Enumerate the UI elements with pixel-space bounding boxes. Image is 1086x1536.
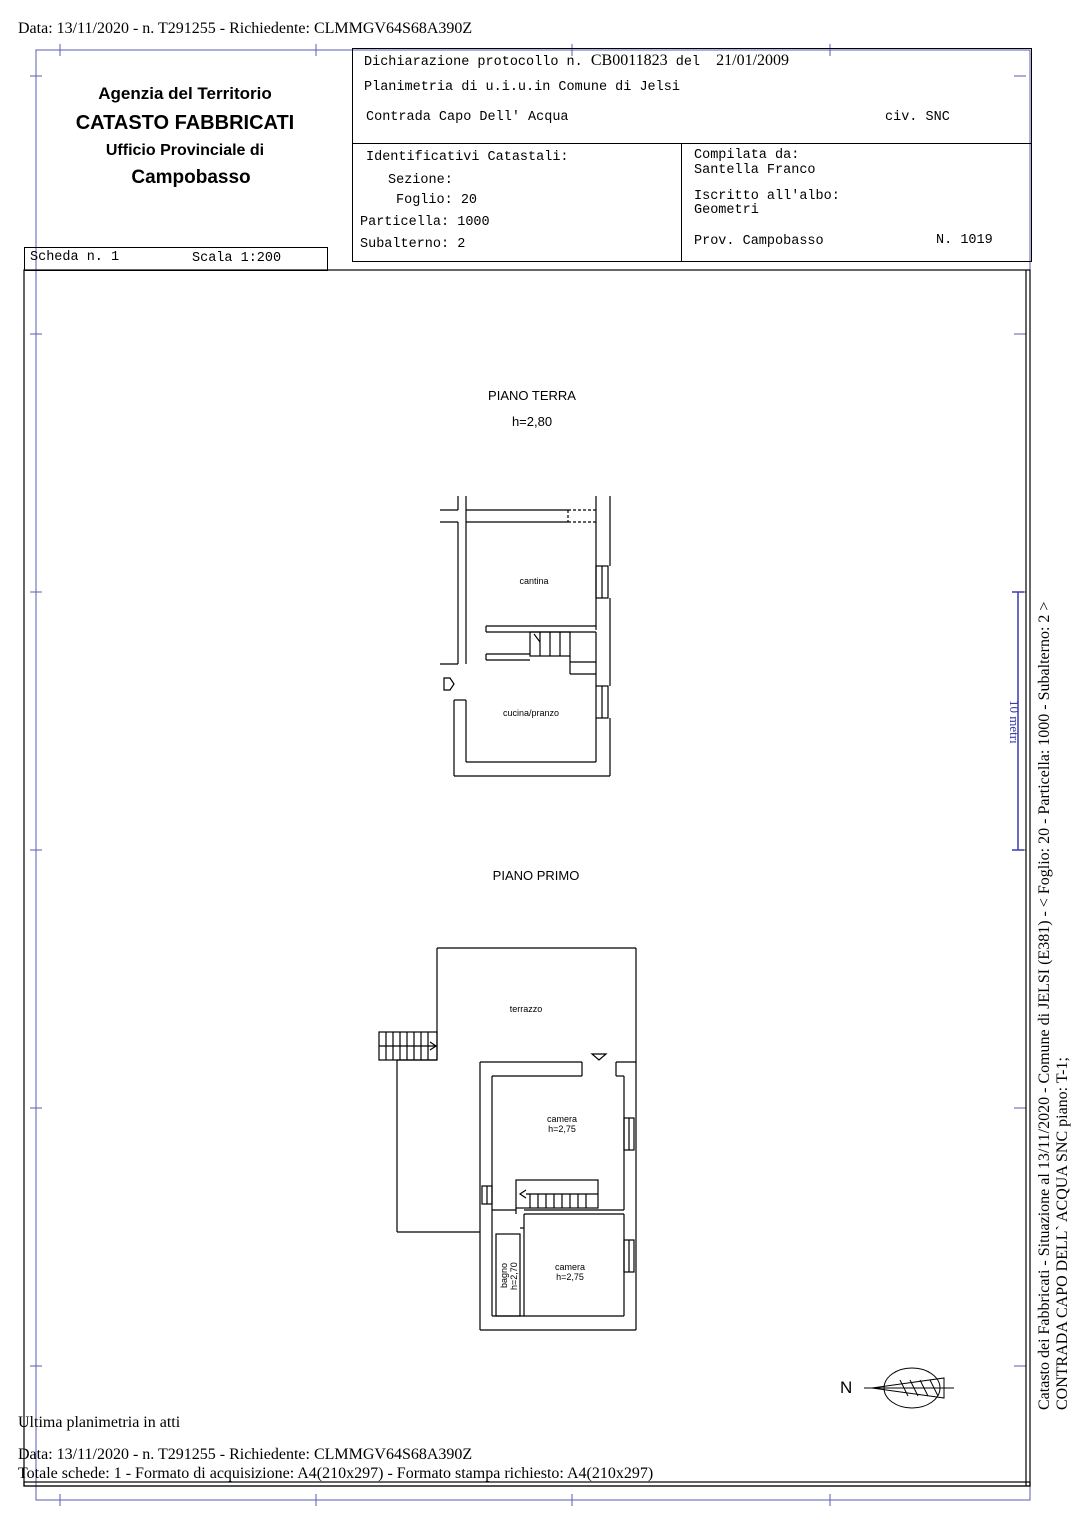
north-arrow-graphic [864,1368,954,1408]
room-camera-2-height: h=2,75 [556,1272,584,1282]
ground-floor-plan [440,496,610,776]
room-camera-1: camera [546,1114,577,1124]
address: Contrada Capo Dell' Acqua [366,110,569,125]
scheda-label: Scheda n. 1 [30,250,120,265]
subalterno-value: 2 [457,237,466,252]
sezione-label: Sezione: [388,173,453,188]
civic-number: civ. SNC [885,110,950,125]
footer-last-plan: Ultima planimetria in atti [18,1414,181,1431]
footer-format-line: Totale schede: 1 - Formato di acquisizione: A4(210x297) - Formato stampa richiesto: A4(210x297) [18,1465,654,1482]
foglio-row [396,193,477,208]
scala-label: Scala 1:200 [192,251,282,266]
room-camera-2: camera [554,1262,585,1272]
plan-line: Planimetria di u.i.u.in Comune di Jelsi [364,80,680,95]
protocol-number: CB0011823 [590,52,668,69]
prov-value: Prov. Campobasso [694,234,824,249]
first-floor-title: PIANO PRIMO [492,868,580,883]
n-label: N. [936,233,953,248]
agency-catasto: CATASTO FABBRICATI [75,112,295,134]
room-bagno: bagno [499,1262,509,1288]
agency-province: Campobasso [131,167,251,188]
room-cucina: cucina/pranzo [502,708,560,718]
room-bagno-height: h=2,70 [509,1262,519,1290]
iscritto-label: Iscritto all'albo: [694,189,840,204]
albo-value: Geometri [694,203,759,218]
foglio-value: 20 [460,193,478,208]
agency-name: Agenzia del Territorio [98,84,272,103]
protocol-label: Dichiarazione protocollo n. [364,55,583,70]
identifiers-title: Identificativi Catastali: [366,150,569,165]
compiler-name: Santella Franco [694,163,816,178]
side-cadastral-line: Catasto dei Fabbricati - Situazione al 13/11/2020 - Comune di JELSI (E381) - < Foglio: 20 - Particella: 1000 - Subalterno: 2 > [1036,601,1053,1410]
particella-row [360,215,490,230]
north-label: N [840,1378,853,1397]
n-value: 1019 [960,233,993,248]
protocol-date: 21/01/2009 [716,52,790,69]
agency-office: Ufficio Provinciale di [105,142,265,159]
compilata-label: Compilata da: [694,148,800,163]
header-request-line: Data: 13/11/2020 - n. T291255 - Richiedente: CLMMGV64S68A390Z [18,20,473,37]
declaration-line [364,52,789,70]
subalterno-row [360,237,465,252]
footer-request-line: Data: 13/11/2020 - n. T291255 - Richiedente: CLMMGV64S68A390Z [18,1446,473,1463]
scale-bar-label: 10 metri [1007,700,1022,744]
side-address-line: CONTRADA CAPO DELL` ACQUA SNC piano: T-1; [1054,1057,1071,1410]
room-terrazzo: terrazzo [509,1004,543,1014]
room-camera-1-height: h=2,75 [548,1124,576,1134]
ground-floor-title: PIANO TERRA [488,388,576,403]
ground-floor-height: h=2,80 [511,414,553,429]
subalterno-label: Subalterno: [360,237,450,252]
particella-label: Particella: [360,215,450,230]
foglio-label: Foglio: [396,193,453,208]
room-cantina: cantina [519,576,549,586]
del-label: del [675,55,701,70]
particella-value: 1000 [457,215,490,230]
registration-number [936,233,993,248]
